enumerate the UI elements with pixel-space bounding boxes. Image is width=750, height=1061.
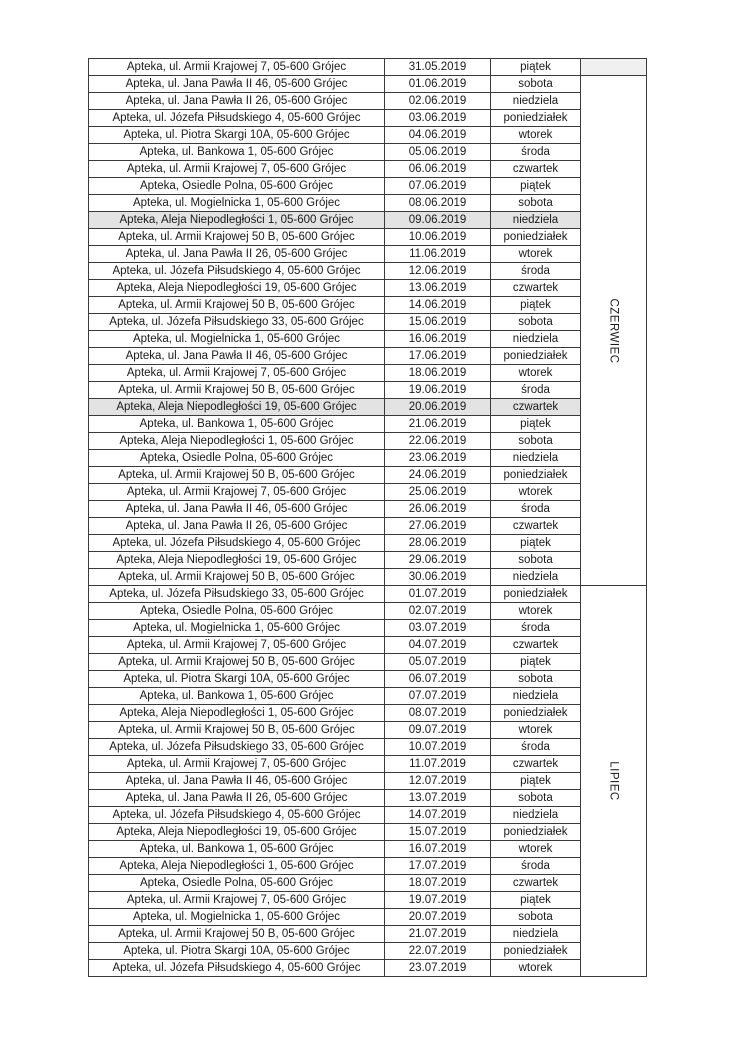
pharmacy-address-cell: Apteka, ul. Józefa Piłsudskiego 33, 05-600 Grójec: [89, 314, 385, 331]
table-row: [89, 535, 647, 552]
pharmacy-address-cell: Apteka, ul. Bankowa 1, 05-600 Grójec: [89, 688, 385, 705]
pharmacy-address-cell: Apteka, ul. Jana Pawła II 26, 05-600 Grójec: [89, 93, 385, 110]
date-cell: 21.06.2019: [385, 416, 491, 433]
table-row: [89, 858, 647, 875]
date-cell: 05.07.2019: [385, 654, 491, 671]
table-row: [89, 960, 647, 977]
date-cell: 03.06.2019: [385, 110, 491, 127]
table-row: [89, 348, 647, 365]
date-cell: 20.07.2019: [385, 909, 491, 926]
date-cell: 24.06.2019: [385, 467, 491, 484]
table-row: [89, 280, 647, 297]
table-row: [89, 161, 647, 178]
table-row: [89, 263, 647, 280]
table-row: [89, 365, 647, 382]
date-cell: 15.06.2019: [385, 314, 491, 331]
pharmacy-address-cell: Apteka, ul. Armii Krajowej 50 B, 05-600 Grójec: [89, 229, 385, 246]
date-cell: 22.06.2019: [385, 433, 491, 450]
weekday-cell: poniedziałek: [491, 824, 581, 841]
date-cell: 18.07.2019: [385, 875, 491, 892]
weekday-cell: czwartek: [491, 518, 581, 535]
weekday-cell: środa: [491, 144, 581, 161]
table-row: [89, 433, 647, 450]
table-row: [89, 688, 647, 705]
date-cell: 04.06.2019: [385, 127, 491, 144]
table-row: [89, 773, 647, 790]
date-cell: 19.07.2019: [385, 892, 491, 909]
date-cell: 28.06.2019: [385, 535, 491, 552]
date-cell: 30.06.2019: [385, 569, 491, 586]
table-row: [89, 722, 647, 739]
weekday-cell: piątek: [491, 535, 581, 552]
pharmacy-address-cell: Apteka, Aleja Niepodległości 19, 05-600 Grójec: [89, 280, 385, 297]
weekday-cell: poniedziałek: [491, 943, 581, 960]
pharmacy-address-cell: Apteka, ul. Armii Krajowej 7, 05-600 Grójec: [89, 756, 385, 773]
weekday-cell: czwartek: [491, 161, 581, 178]
pharmacy-address-cell: Apteka, ul. Józefa Piłsudskiego 33, 05-600 Grójec: [89, 739, 385, 756]
pharmacy-address-cell: Apteka, Aleja Niepodległości 1, 05-600 Grójec: [89, 433, 385, 450]
weekday-cell: sobota: [491, 76, 581, 93]
date-cell: 05.06.2019: [385, 144, 491, 161]
table-row: [89, 552, 647, 569]
pharmacy-address-cell: Apteka, ul. Józefa Piłsudskiego 4, 05-600 Grójec: [89, 960, 385, 977]
table-row: [89, 603, 647, 620]
date-cell: 27.06.2019: [385, 518, 491, 535]
month-cell: [581, 59, 647, 76]
pharmacy-address-cell: Apteka, ul. Jana Pawła II 46, 05-600 Grójec: [89, 501, 385, 518]
date-cell: 16.07.2019: [385, 841, 491, 858]
weekday-cell: wtorek: [491, 484, 581, 501]
pharmacy-address-cell: Apteka, ul. Piotra Skargi 10A, 05-600 Grójec: [89, 671, 385, 688]
pharmacy-address-cell: Apteka, ul. Józefa Piłsudskiego 4, 05-600 Grójec: [89, 535, 385, 552]
weekday-cell: niedziela: [491, 807, 581, 824]
weekday-cell: środa: [491, 858, 581, 875]
date-cell: 14.07.2019: [385, 807, 491, 824]
table-row: [89, 382, 647, 399]
weekday-cell: niedziela: [491, 450, 581, 467]
table-row: [89, 586, 647, 603]
weekday-cell: piątek: [491, 773, 581, 790]
pharmacy-address-cell: Apteka, ul. Armii Krajowej 50 B, 05-600 Grójec: [89, 467, 385, 484]
month-label: CZERWIEC: [607, 297, 620, 364]
date-cell: 02.06.2019: [385, 93, 491, 110]
weekday-cell: sobota: [491, 433, 581, 450]
pharmacy-address-cell: Apteka, ul. Józefa Piłsudskiego 4, 05-600 Grójec: [89, 110, 385, 127]
weekday-cell: poniedziałek: [491, 586, 581, 603]
date-cell: 10.06.2019: [385, 229, 491, 246]
table-row: [89, 246, 647, 263]
weekday-cell: niedziela: [491, 212, 581, 229]
table-row: [89, 739, 647, 756]
weekday-cell: piątek: [491, 416, 581, 433]
weekday-cell: środa: [491, 739, 581, 756]
table-row: [89, 314, 647, 331]
weekday-cell: sobota: [491, 314, 581, 331]
date-cell: 13.06.2019: [385, 280, 491, 297]
pharmacy-address-cell: Apteka, Aleja Niepodległości 1, 05-600 Grójec: [89, 212, 385, 229]
date-cell: 11.06.2019: [385, 246, 491, 263]
table-row: [89, 110, 647, 127]
pharmacy-address-cell: Apteka, ul. Armii Krajowej 7, 05-600 Grójec: [89, 484, 385, 501]
table-row: [89, 59, 647, 76]
date-cell: 09.07.2019: [385, 722, 491, 739]
pharmacy-address-cell: Apteka, ul. Armii Krajowej 50 B, 05-600 Grójec: [89, 297, 385, 314]
weekday-cell: wtorek: [491, 127, 581, 144]
weekday-cell: piątek: [491, 297, 581, 314]
weekday-cell: niedziela: [491, 569, 581, 586]
weekday-cell: czwartek: [491, 280, 581, 297]
pharmacy-address-cell: Apteka, ul. Piotra Skargi 10A, 05-600 Grójec: [89, 127, 385, 144]
table-row: [89, 93, 647, 110]
date-cell: 03.07.2019: [385, 620, 491, 637]
pharmacy-address-cell: Apteka, Aleja Niepodległości 19, 05-600 Grójec: [89, 552, 385, 569]
date-cell: 13.07.2019: [385, 790, 491, 807]
date-cell: 15.07.2019: [385, 824, 491, 841]
date-cell: 10.07.2019: [385, 739, 491, 756]
date-cell: 06.07.2019: [385, 671, 491, 688]
month-label: LIPIEC: [607, 761, 620, 801]
table-row: [89, 875, 647, 892]
pharmacy-address-cell: Apteka, ul. Armii Krajowej 50 B, 05-600 Grójec: [89, 722, 385, 739]
weekday-cell: sobota: [491, 790, 581, 807]
table-row: [89, 671, 647, 688]
weekday-cell: wtorek: [491, 603, 581, 620]
weekday-cell: sobota: [491, 671, 581, 688]
date-cell: 26.06.2019: [385, 501, 491, 518]
pharmacy-address-cell: Apteka, ul. Armii Krajowej 50 B, 05-600 Grójec: [89, 569, 385, 586]
table-row: [89, 926, 647, 943]
date-cell: 01.06.2019: [385, 76, 491, 93]
table-row: [89, 807, 647, 824]
table-row: [89, 178, 647, 195]
date-cell: 21.07.2019: [385, 926, 491, 943]
date-cell: 07.06.2019: [385, 178, 491, 195]
weekday-cell: czwartek: [491, 875, 581, 892]
date-cell: 09.06.2019: [385, 212, 491, 229]
date-cell: 31.05.2019: [385, 59, 491, 76]
pharmacy-address-cell: Apteka, ul. Armii Krajowej 7, 05-600 Grójec: [89, 892, 385, 909]
table-row: [89, 892, 647, 909]
pharmacy-address-cell: Apteka, Osiedle Polna, 05-600 Grójec: [89, 875, 385, 892]
pharmacy-address-cell: Apteka, ul. Jana Pawła II 26, 05-600 Grójec: [89, 246, 385, 263]
date-cell: 04.07.2019: [385, 637, 491, 654]
pharmacy-address-cell: Apteka, Osiedle Polna, 05-600 Grójec: [89, 450, 385, 467]
weekday-cell: niedziela: [491, 93, 581, 110]
pharmacy-address-cell: Apteka, Aleja Niepodległości 1, 05-600 Grójec: [89, 858, 385, 875]
pharmacy-address-cell: Apteka, ul. Bankowa 1, 05-600 Grójec: [89, 144, 385, 161]
weekday-cell: sobota: [491, 909, 581, 926]
table-row: [89, 331, 647, 348]
pharmacy-address-cell: Apteka, ul. Mogielnicka 1, 05-600 Grójec: [89, 331, 385, 348]
pharmacy-address-cell: Apteka, ul. Mogielnicka 1, 05-600 Grójec: [89, 620, 385, 637]
date-cell: 17.06.2019: [385, 348, 491, 365]
weekday-cell: wtorek: [491, 722, 581, 739]
pharmacy-address-cell: Apteka, ul. Jana Pawła II 46, 05-600 Grójec: [89, 76, 385, 93]
weekday-cell: poniedziałek: [491, 467, 581, 484]
date-cell: 23.06.2019: [385, 450, 491, 467]
pharmacy-address-cell: Apteka, Aleja Niepodległości 1, 05-600 Grójec: [89, 705, 385, 722]
weekday-cell: wtorek: [491, 246, 581, 263]
table-row: [89, 909, 647, 926]
table-row: [89, 229, 647, 246]
table-row: [89, 127, 647, 144]
table-row: [89, 297, 647, 314]
pharmacy-address-cell: Apteka, ul. Józefa Piłsudskiego 4, 05-600 Grójec: [89, 807, 385, 824]
weekday-cell: piątek: [491, 892, 581, 909]
date-cell: 12.06.2019: [385, 263, 491, 280]
weekday-cell: sobota: [491, 552, 581, 569]
pharmacy-address-cell: Apteka, ul. Mogielnicka 1, 05-600 Grójec: [89, 195, 385, 212]
table-row: [89, 705, 647, 722]
date-cell: 20.06.2019: [385, 399, 491, 416]
pharmacy-address-cell: Apteka, ul. Armii Krajowej 7, 05-600 Grójec: [89, 59, 385, 76]
table-row: [89, 654, 647, 671]
weekday-cell: wtorek: [491, 365, 581, 382]
pharmacy-address-cell: Apteka, Aleja Niepodległości 19, 05-600 Grójec: [89, 399, 385, 416]
weekday-cell: niedziela: [491, 331, 581, 348]
date-cell: 12.07.2019: [385, 773, 491, 790]
date-cell: 22.07.2019: [385, 943, 491, 960]
weekday-cell: piątek: [491, 178, 581, 195]
table-row: [89, 620, 647, 637]
weekday-cell: niedziela: [491, 926, 581, 943]
table-row: [89, 841, 647, 858]
table-row: [89, 416, 647, 433]
weekday-cell: środa: [491, 620, 581, 637]
pharmacy-address-cell: Apteka, ul. Armii Krajowej 50 B, 05-600 Grójec: [89, 926, 385, 943]
pharmacy-address-cell: Apteka, Osiedle Polna, 05-600 Grójec: [89, 603, 385, 620]
weekday-cell: czwartek: [491, 637, 581, 654]
table-row: [89, 399, 647, 416]
date-cell: 14.06.2019: [385, 297, 491, 314]
table-row: [89, 484, 647, 501]
table-row: [89, 467, 647, 484]
month-cell: [581, 586, 647, 977]
weekday-cell: poniedziałek: [491, 705, 581, 722]
date-cell: 06.06.2019: [385, 161, 491, 178]
weekday-cell: środa: [491, 263, 581, 280]
date-cell: 23.07.2019: [385, 960, 491, 977]
weekday-cell: poniedziałek: [491, 110, 581, 127]
pharmacy-address-cell: Apteka, ul. Armii Krajowej 7, 05-600 Grójec: [89, 161, 385, 178]
weekday-cell: piątek: [491, 654, 581, 671]
duty-schedule-table: [88, 58, 647, 977]
date-cell: 01.07.2019: [385, 586, 491, 603]
weekday-cell: piątek: [491, 59, 581, 76]
pharmacy-address-cell: Apteka, ul. Armii Krajowej 7, 05-600 Grójec: [89, 637, 385, 654]
date-cell: 02.07.2019: [385, 603, 491, 620]
table-row: [89, 518, 647, 535]
pharmacy-address-cell: Apteka, ul. Józefa Piłsudskiego 4, 05-600 Grójec: [89, 263, 385, 280]
date-cell: 07.07.2019: [385, 688, 491, 705]
table-row: [89, 144, 647, 161]
weekday-cell: środa: [491, 382, 581, 399]
weekday-cell: niedziela: [491, 688, 581, 705]
table-row: [89, 943, 647, 960]
table-row: [89, 501, 647, 518]
date-cell: 17.07.2019: [385, 858, 491, 875]
table-row: [89, 450, 647, 467]
pharmacy-address-cell: Apteka, ul. Armii Krajowej 50 B, 05-600 Grójec: [89, 382, 385, 399]
pharmacy-address-cell: Apteka, ul. Bankowa 1, 05-600 Grójec: [89, 841, 385, 858]
weekday-cell: poniedziałek: [491, 348, 581, 365]
table-row: [89, 569, 647, 586]
weekday-cell: wtorek: [491, 841, 581, 858]
weekday-cell: środa: [491, 501, 581, 518]
weekday-cell: czwartek: [491, 399, 581, 416]
table-row: [89, 195, 647, 212]
weekday-cell: poniedziałek: [491, 229, 581, 246]
weekday-cell: czwartek: [491, 756, 581, 773]
date-cell: 18.06.2019: [385, 365, 491, 382]
pharmacy-address-cell: Apteka, ul. Bankowa 1, 05-600 Grójec: [89, 416, 385, 433]
table-row: [89, 790, 647, 807]
pharmacy-address-cell: Apteka, ul. Piotra Skargi 10A, 05-600 Grójec: [89, 943, 385, 960]
date-cell: 11.07.2019: [385, 756, 491, 773]
duty-schedule-body: [89, 59, 647, 977]
table-row: [89, 76, 647, 93]
table-row: [89, 824, 647, 841]
date-cell: 19.06.2019: [385, 382, 491, 399]
pharmacy-address-cell: Apteka, ul. Mogielnicka 1, 05-600 Grójec: [89, 909, 385, 926]
table-row: [89, 637, 647, 654]
pharmacy-address-cell: Apteka, ul. Jana Pawła II 46, 05-600 Grójec: [89, 348, 385, 365]
pharmacy-address-cell: Apteka, ul. Jana Pawła II 26, 05-600 Grójec: [89, 518, 385, 535]
pharmacy-address-cell: Apteka, ul. Jana Pawła II 26, 05-600 Grójec: [89, 790, 385, 807]
weekday-cell: sobota: [491, 195, 581, 212]
date-cell: 08.06.2019: [385, 195, 491, 212]
pharmacy-address-cell: Apteka, ul. Armii Krajowej 7, 05-600 Grójec: [89, 365, 385, 382]
date-cell: 25.06.2019: [385, 484, 491, 501]
pharmacy-address-cell: Apteka, Aleja Niepodległości 19, 05-600 Grójec: [89, 824, 385, 841]
date-cell: 29.06.2019: [385, 552, 491, 569]
pharmacy-address-cell: Apteka, ul. Armii Krajowej 50 B, 05-600 Grójec: [89, 654, 385, 671]
date-cell: 16.06.2019: [385, 331, 491, 348]
pharmacy-address-cell: Apteka, ul. Jana Pawła II 46, 05-600 Grójec: [89, 773, 385, 790]
date-cell: 08.07.2019: [385, 705, 491, 722]
pharmacy-address-cell: Apteka, ul. Józefa Piłsudskiego 33, 05-600 Grójec: [89, 586, 385, 603]
weekday-cell: wtorek: [491, 960, 581, 977]
table-row: [89, 756, 647, 773]
pharmacy-address-cell: Apteka, Osiedle Polna, 05-600 Grójec: [89, 178, 385, 195]
month-cell: [581, 76, 647, 586]
table-row: [89, 212, 647, 229]
